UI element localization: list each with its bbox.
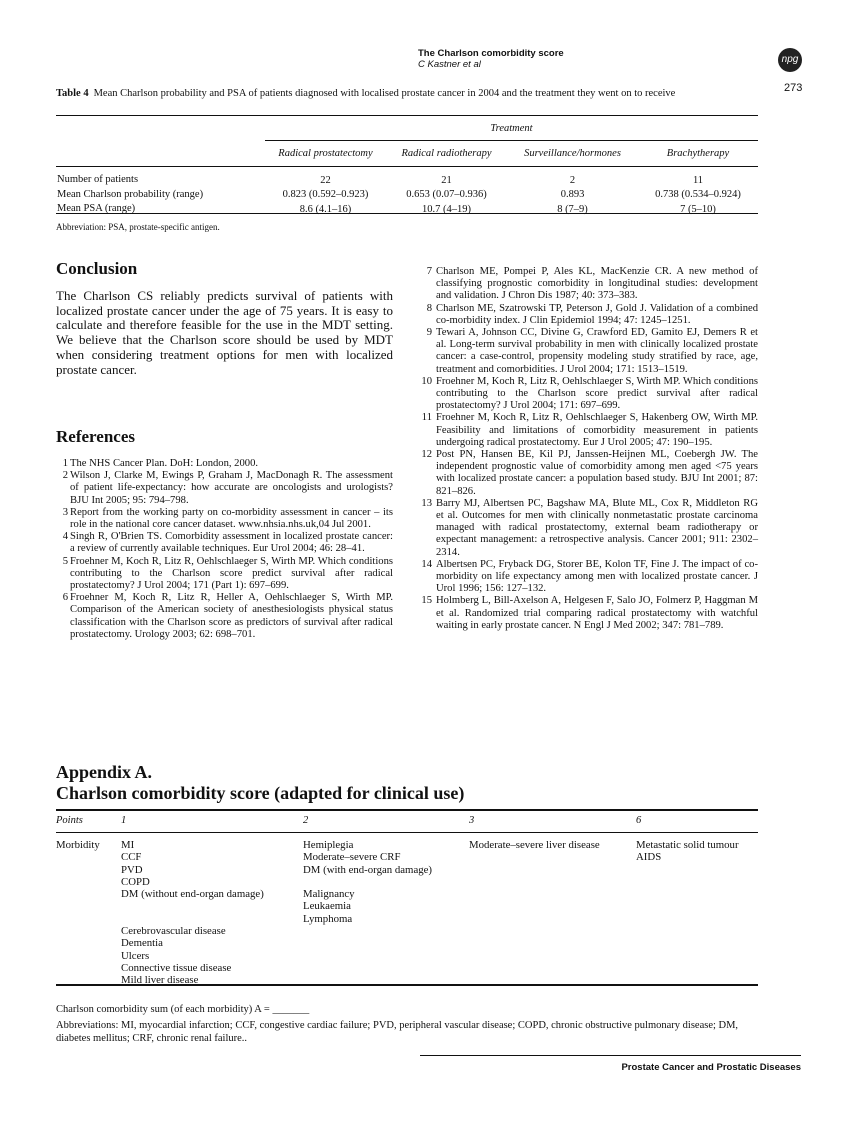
table4-cell: 2 <box>569 174 576 186</box>
appendix-header-rule <box>56 832 758 833</box>
reference-text: Report from the working party on co-morbidity assessment in cancer – its role in the national core cancer dataset. www.nhsia.nhs.uk,04 Jul 2001. <box>70 506 393 531</box>
morbidity-item: MI <box>121 839 135 851</box>
morbidity-item: Metastatic solid tumour <box>636 839 739 851</box>
reference-item <box>56 470 393 507</box>
points-value: 1 <box>121 815 127 826</box>
references-heading: References <box>56 427 135 446</box>
table4-label: Table 4 <box>56 88 89 99</box>
reference-number: 9 <box>426 327 432 339</box>
table-row <box>56 188 758 203</box>
reference-number: 3 <box>62 506 68 518</box>
morbidity-item-spacer <box>303 876 465 888</box>
reference-item <box>56 592 393 641</box>
table4-row-label: Number of patients <box>57 174 139 185</box>
running-head-title: The Charlson comorbidity score <box>418 48 564 59</box>
reference-number: 5 <box>62 555 68 567</box>
table4-cell: 8.6 (4.1–16) <box>299 203 352 215</box>
morbidity-item: Mild liver disease <box>121 974 199 987</box>
reference-number: 8 <box>426 302 432 314</box>
table4-row-label: Mean PSA (range) <box>57 203 136 214</box>
reference-item <box>418 498 758 559</box>
table-row <box>56 173 758 188</box>
reference-item <box>418 266 758 303</box>
reference-number: 4 <box>62 531 68 543</box>
running-head-authors: C Kastner et al <box>418 59 481 70</box>
appendix-top-rule <box>56 809 758 811</box>
reference-item <box>418 559 758 596</box>
table4-group-header: Treatment <box>490 123 533 134</box>
table4-cell: 21 <box>441 174 452 186</box>
table4-cell: 0.738 (0.534–0.924) <box>655 189 741 201</box>
points-label: Points <box>56 815 83 826</box>
table4-top-rule <box>56 115 758 116</box>
conclusion-text: The Charlson CS reliably predicts survival of patients with localized prostate cancer under the age of 75 years. It is easy to calculate and therefore feasible for the use in the MDT setting. We believe that the Charlson score should be used by MDT when considering treatment options for men with localized prostate cancer. <box>56 288 393 377</box>
appendix-abbreviations: Abbreviations: MI, myocardial infarction; CCF, congestive cardiac failure; PVD, peripheral vascular disease; COPD, chronic obstructive pulmonary disease; DM, diabetes mellitus; CRF, chronic renal failure.. <box>56 1020 739 1044</box>
table4-caption-text: Mean Charlson probability and PSA of patients diagnosed with localised prostate cancer in 2004 and the treatment they went on to receive <box>93 88 676 99</box>
table4-group-rule <box>265 140 758 141</box>
npg-logo: npg <box>778 48 802 72</box>
reference-text: Holmberg L, Bill-Axelson A, Helgesen F, Salo JO, Folmerz P, Haggman M et al. Randomized trial comparing radical prostatectomy with watchful waiting in early prostate cancer. N Engl J Med 2002; 347: 781–789. <box>436 595 758 631</box>
reference-number: 11 <box>421 412 432 424</box>
reference-item <box>418 449 758 498</box>
comorbidity-sum: Charlson comorbidity sum (of each morbidity) A = _______ <box>56 1004 310 1015</box>
morbidity-item: DM (with end-organ damage) <box>303 863 433 876</box>
reference-number: 6 <box>62 592 68 604</box>
morbidity-item: Moderate–severe CRF <box>303 851 401 864</box>
reference-text: Wilson J, Clarke M, Ewings P, Graham J, MacDonagh R. The assessment of patient life-expectancy: how accurate are oncologists and urologists? BJU Int 2005; 95: 794–798. <box>70 470 393 506</box>
table4-cell: 0.653 (0.07–0.936) <box>406 189 487 201</box>
morbidity-item: DM (without end-organ damage) <box>121 888 264 901</box>
reference-item <box>56 531 393 555</box>
table4-bottom-rule <box>56 213 758 214</box>
reference-text: Post PN, Hansen BE, Kil PJ, Janssen-Heijnen ML, Coebergh JW. The independent prognostic value of comorbidity among men aged <75 years with localized prostate cancer: a population based study. BJU Int 2001; 87: 821–826. <box>436 449 758 497</box>
reference-item <box>56 458 393 470</box>
table4-row-label: Mean Charlson probability (range) <box>57 188 204 200</box>
table4-col-header: Surveillance/hormones <box>524 148 621 159</box>
reference-number: 7 <box>426 266 432 277</box>
reference-item <box>56 556 393 593</box>
reference-text: Tewari A, Johnson CC, Divine G, Crawford ED, Gamito EJ, Demers R et al. Long-term survival probability in men with clinically localized prostate cancer: a case-control, propensity modeling study stratified by race, age, treatment and comorbidities. J Urol 2004; 171: 1513–1519. <box>436 327 758 375</box>
reference-text: Barry MJ, Albertsen PC, Bagshaw MA, Blute ML, Cox R, Middleton RG et al. Outcomes for men with clinically nonmetastatic prostate carcinoma managed with radical prostatectomy, external beam radiotherapy or expectant management: a retrospective analysis. Cancer 2001; 911: 2302–2314. <box>436 497 758 558</box>
morbidity-item-spacer <box>121 913 296 925</box>
reference-number: 2 <box>62 470 68 482</box>
morbidity-column-3 <box>469 839 634 851</box>
footer-rule <box>420 1055 801 1056</box>
table4-cell: 0.823 (0.592–0.923) <box>282 189 369 201</box>
reference-number: 13 <box>421 497 432 509</box>
conclusion-heading: Conclusion <box>56 259 138 278</box>
points-value: 3 <box>469 815 475 826</box>
morbidity-item: AIDS <box>636 851 662 864</box>
reference-text: Singh R, O'Brien TS. Comorbidity assessment in localized prostate cancer: a review of currently available techniques. Eur Urol 2004; 46: 28–41. <box>70 531 393 555</box>
morbidity-item: Connective tissue disease <box>121 961 232 974</box>
reference-item <box>418 303 758 327</box>
reference-number: 1 <box>62 458 68 469</box>
table4-cell: 0.893 <box>560 189 585 201</box>
morbidity-column-1 <box>121 839 296 987</box>
morbidity-item-spacer <box>121 900 296 912</box>
points-value: 2 <box>303 815 309 826</box>
appendix-subtitle: Charlson comorbidity score (adapted for clinical use) <box>56 783 465 803</box>
reference-item <box>56 507 393 531</box>
reference-text: The NHS Cancer Plan. DoH: London, 2000. <box>70 458 259 469</box>
reference-text: Froehner M, Koch R, Litz R, Oehlschlaeger S, Hakenberg OW, Wirth MP. Feasibility and limitations of comorbidity measurement in patients undergoing radical prostatectomy. Eur J Urol 2005; 47: 190–195. <box>436 412 758 448</box>
table4-cell: 7 (5–10) <box>680 203 716 215</box>
reference-item <box>418 595 758 632</box>
appendix-title: Appendix A. <box>56 762 153 782</box>
reference-number: 14 <box>421 558 432 570</box>
references-right <box>418 266 758 632</box>
morbidity-item: Moderate–severe liver disease <box>469 839 600 851</box>
table4-body <box>56 173 758 217</box>
table4-caption <box>56 88 768 100</box>
morbidity-item: Leukaemia <box>303 900 351 913</box>
references-left <box>56 458 393 641</box>
reference-text: Charlson ME, Pompei P, Ales KL, MacKenzie CR. A new method of classifying prognostic comorbidity in longitudinal studies: development and validation. J Chron Dis 1987; 40: 373–383. <box>436 266 758 302</box>
table4-header-rule <box>56 166 758 167</box>
reference-item <box>418 327 758 376</box>
journal-footer: Prostate Cancer and Prostatic Diseases <box>621 1062 801 1073</box>
reference-text: Froehner M, Koch R, Litz R, Oehlschlaeger S, Wirth MP. Which conditions contributing to the Charlson score predict survival after radical prostatectomy? J Urol 2004; 171: 697–699. <box>436 375 758 412</box>
table4-cell: 11 <box>692 174 704 186</box>
reference-number: 10 <box>421 375 432 387</box>
table4-col-header: Radical radiotherapy <box>401 148 492 159</box>
table4-cell: 22 <box>320 174 331 186</box>
reference-item <box>418 412 758 449</box>
morbidity-item: Ulcers <box>121 949 150 962</box>
morbidity-item: PVD <box>121 863 143 876</box>
page-number: 273 <box>784 82 803 94</box>
reference-text: Froehner M, Koch R, Litz R, Oehlschlaeger S, Wirth MP. Which conditions contributing to the Charlson score predict survival after radical prostatectomy? J Urol 2004; 171 (Part 1): 697–699. <box>70 555 393 592</box>
reference-text: Froehner M, Koch R, Litz R, Heller A, Oehlschlaeger S, Wirth MP. Comparison of the American society of anesthesiologists physical status classification with the Charlson score as predictors of survival after radical prostatectomy. Urology 2003; 62: 698–701. <box>70 592 393 640</box>
reference-item <box>418 376 758 413</box>
morbidity-item: COPD <box>121 875 150 888</box>
table4-abbreviation: Abbreviation: PSA, prostate-specific antigen. <box>56 222 220 232</box>
morbidity-item: Dementia <box>121 937 163 950</box>
morbidity-column-6 <box>636 839 758 864</box>
morbidity-item: Cerebrovascular disease <box>121 925 226 938</box>
morbidity-item: CCF <box>121 851 142 864</box>
appendix-bottom-rule <box>56 984 758 986</box>
reference-text: Albertsen PC, Fryback DG, Storer BE, Kolon TF, Fine J. The impact of co-morbidity on life expectancy among men with localized prostate cancer. J Urol 1996; 156: 127–132. <box>436 558 758 595</box>
table4-cell: 8 (7–9) <box>557 203 588 215</box>
points-value: 6 <box>636 815 642 826</box>
table4-col-header: Radical prostatectomy <box>278 148 373 159</box>
morbidity-label: Morbidity <box>56 839 100 851</box>
reference-number: 12 <box>421 449 432 461</box>
morbidity-item: Malignancy <box>303 888 355 901</box>
reference-text: Charlson ME, Szatrowski TP, Peterson J, Gold J. Validation of a combined co-morbidity index. J Clin Epidemiol 1994; 47: 1245–1251. <box>436 302 758 326</box>
table-row <box>56 202 758 217</box>
table4-col-header: Brachytherapy <box>666 148 730 159</box>
morbidity-column-2 <box>303 839 465 925</box>
morbidity-item: Lymphoma <box>303 912 353 925</box>
morbidity-item: Hemiplegia <box>303 839 354 851</box>
running-head <box>418 48 564 70</box>
reference-number: 15 <box>421 595 432 607</box>
table4-cell: 10.7 (4–19) <box>422 203 471 215</box>
